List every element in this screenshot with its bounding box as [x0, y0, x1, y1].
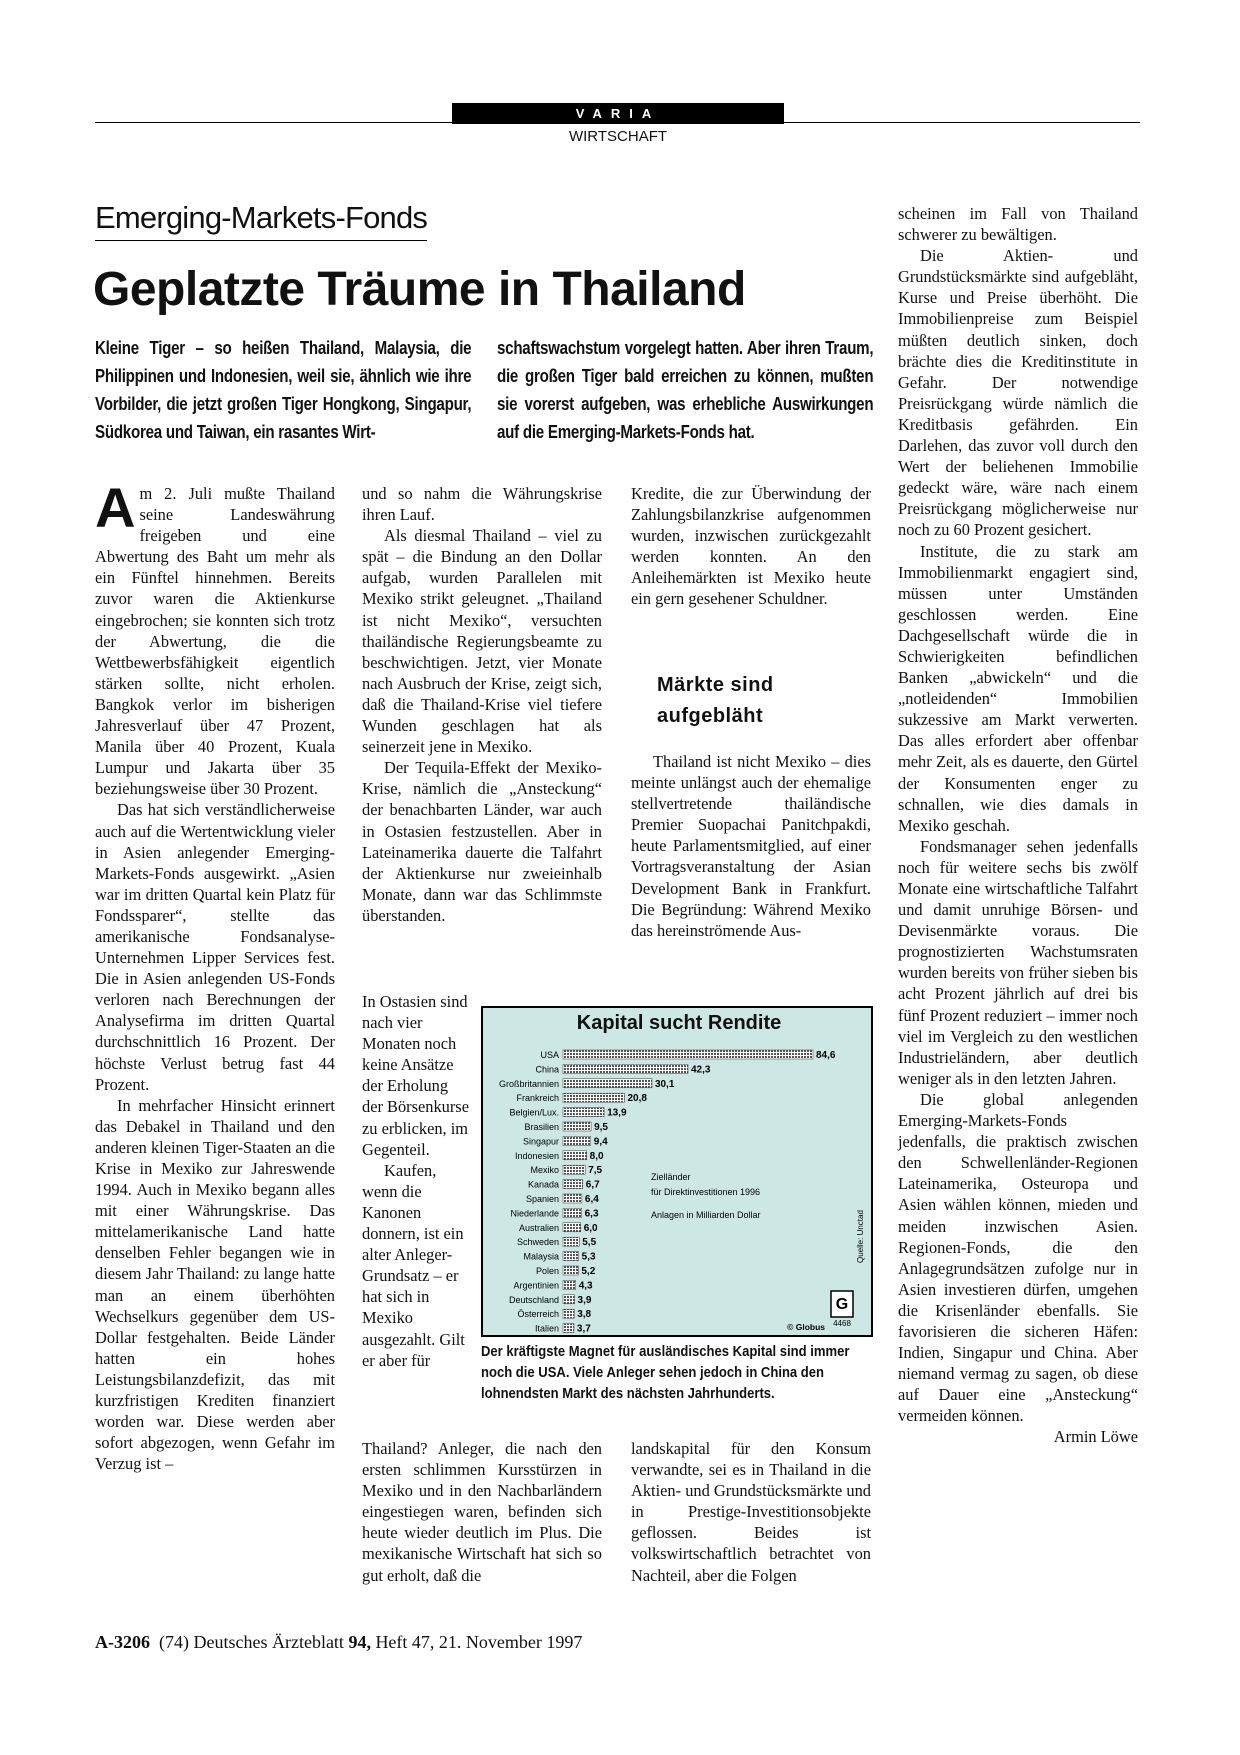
column-2-bottom: [362, 1438, 602, 1586]
kicker: Emerging-Markets-Fonds: [95, 200, 427, 241]
column-3-mid: [631, 751, 871, 941]
col4-paragraph: Die global anlegenden Emerging-Markets-Fonds jedenfalls, die praktisch zwischen den Schwellenländer-Regionen Lateinamerika, Osteuropa und Asien wählen können, mieden und meiden inzwischen Asien. Regionen-Fonds, die den Anlagegrundsätzen zufolge nur in Asien investieren dürfen, umgehen die Krisenländer ebenfalls. Sie favorisieren die sicheren Häfen: Indien, Singapur und China. Aber niemand vermag zu sagen, ob diese auf Dauer eine „Ansteckung“ vermeiden können.: [898, 1089, 1138, 1426]
chart-svg: [483, 1008, 871, 1335]
category-label: Deutschland: [508, 1294, 559, 1305]
bar: [563, 1136, 591, 1145]
col4-paragraph: Die Aktien- und Grundstücksmärkte sind aufgebläht, Kurse und Preise überhöht. Die Immobilienpreise zum Beispiel müßten deutlich sinken, doch brächte dies die Kreditinstitute in Gefahr. Der notwendige Preisrückgang würde nämlich die Kreditbasis gefährden. Ein Darlehen, das zuvor voll durch den Wert der beliehenen Immobilie gedeckt wäre, wäre nach einem Preisrückgang möglicherweise nur noch zu 60 Prozent gesichert.: [898, 246, 1138, 540]
value-label: 30,1: [654, 1078, 675, 1090]
value-label: 3,8: [577, 1309, 592, 1321]
bar: [563, 1324, 574, 1333]
column-2: [362, 483, 602, 926]
col4-paragraph: Fondsmanager sehen jedenfalls noch für weitere sechs bis zwölf Monate eine wirtschaftliche Talfahrt und damit unruhige Börsen- und Devisenmärkte voraus. Die prognostizierten Wachstumsraten wurden bereits von früher sieben bis acht Prozent jährlich auf drei bis fünf Prozent reduziert – immer noch viel im Vergleich zu den westlichen Industrieländern, aber deutlich weniger als in den letzten Jahren.: [898, 836, 1138, 1088]
category-label: Österreich: [517, 1309, 559, 1320]
col1-paragraph: Das hat sich verständlicherweise auch auf die Wertentwicklung vieler in Asien anlegender Emerging-Markets-Fonds ausgewirkt. „Asien war im dritten Quartal kein Platz für Fondssparer“, stellte das amerikanische Fondsanalyse-Unternehmen Lipper Services fest. Die in Asien anlegenden US-Fonds verloren nach Berechnungen der Analysefirma im dritten Quartal durchschnittlich 16 Prozent. Der höchste Verlust betrug fast 44 Prozent.: [95, 800, 335, 1094]
category-label: Italien: [534, 1323, 559, 1334]
value-label: 13,9: [607, 1107, 627, 1119]
value-label: 4,3: [578, 1280, 593, 1292]
varia-bar: VARIA: [452, 103, 784, 124]
lead-part-1: Kleine Tiger – so heißen Thailand, Malaysia, die Philippinen und Indonesien, weil sie, ähnlich wie ihre Vorbilder, die jetzt großen Tiger Hongkong, Singapur, Südkorea und Taiwan, ein rasantes Wirt-: [95, 338, 472, 442]
bar: [563, 1309, 574, 1318]
value-label: 5,3: [581, 1251, 596, 1263]
col2-paragraph: Der Tequila-Effekt der Mexiko-Krise, nämlich die „Ansteckung“ der benachbarten Länder, war auch in Ostasien festzustellen. Aber in Lateinamerika dauerte die Talfahrt der Aktienkurse nur zweieinhalb Monate, dann war das Schlimmste überstanden.: [362, 758, 602, 925]
bar: [563, 1093, 624, 1102]
subheading: Märkte sind aufgebläht: [657, 674, 774, 727]
value-label: 9,5: [594, 1122, 608, 1133]
bar: [563, 1252, 579, 1261]
col3-paragraph: landskapital für den Konsum verwandte, sei es in Thailand in die Aktien- und Grundstücksmärkte und in Prestige-Investitionsobjekte geflossen. Beides ist volkswirtschaftlich betrachtet von Nachteil, aber die Folgen: [631, 1439, 871, 1585]
column-3-bottom: [631, 1438, 871, 1586]
column-1: [95, 476, 335, 1474]
chart-credit: © Globus: [787, 1322, 825, 1332]
column-3: [631, 483, 871, 610]
category-label: Polen: [535, 1266, 559, 1276]
issue-date: Heft 47, 21. November 1997: [375, 1632, 583, 1652]
category-label: Niederlande: [510, 1208, 559, 1219]
category-label: Australien: [518, 1222, 559, 1233]
section-label: WIRTSCHAFT: [568, 128, 668, 145]
category-label: Argentinien: [513, 1280, 559, 1291]
chart-legend-text: für Direktinvestitionen 1996: [651, 1187, 761, 1197]
value-label: 3,9: [577, 1294, 592, 1306]
bar: [563, 1122, 591, 1131]
value-label: 5,5: [582, 1237, 597, 1249]
drop-cap: A: [95, 476, 136, 539]
bar: [563, 1108, 604, 1117]
category-label: Schweden: [516, 1237, 559, 1248]
category-label: Indonesien: [514, 1150, 559, 1161]
bar: [563, 1223, 581, 1232]
category-label: Singapur: [522, 1136, 559, 1147]
bar: [563, 1266, 578, 1275]
category-label: Malaysia: [523, 1251, 559, 1262]
col2-paragraph: In Ostasien sind nach vier Monaten noch keine Ansätze der Erholung der Börsenkurse zu erblicken, im Gegenteil.: [362, 992, 469, 1159]
value-label: 6,7: [585, 1179, 600, 1191]
value-label: 6,0: [583, 1222, 598, 1234]
chart-legend-text: Anlagen in Milliarden Dollar: [651, 1210, 761, 1220]
value-label: 42,3: [691, 1064, 711, 1076]
footer: [95, 1632, 582, 1653]
page-number: A-3206: [95, 1632, 150, 1652]
column-2-narrow: [362, 991, 470, 1371]
bar: [563, 1180, 583, 1189]
chart-code: 4468: [833, 1319, 851, 1328]
value-label: 7,5: [588, 1165, 603, 1177]
value-label: 5,2: [581, 1266, 596, 1277]
chart-legend-text: Zielländer: [651, 1172, 691, 1182]
col2-paragraph: Kaufen, wenn die Kanonen donnern, ist ein alter Anleger-Grundsatz – er hat sich in Mexiko ausgezahlt. Gilt er aber für: [362, 1160, 465, 1370]
lead-part-2: schaftswachstum vorgelegt hatten. Aber ihren Traum, die großen Tiger bald erreichen zu können, mußten sie vorerst aufgeben, was erhebliche Auswirkungen auf die Emerging-Markets-Fonds hat.: [497, 338, 874, 442]
value-label: 84,6: [816, 1050, 836, 1061]
bar: [563, 1194, 582, 1203]
bar: [563, 1151, 587, 1160]
bar: [563, 1079, 652, 1088]
bar: [563, 1165, 585, 1174]
category-label: Frankreich: [516, 1093, 559, 1104]
category-label: USA: [540, 1050, 559, 1060]
chart-source: Quelle: Unctad: [856, 1210, 865, 1263]
bar-chart: [481, 1006, 873, 1337]
bar: [563, 1050, 813, 1059]
column-4: [898, 203, 1138, 1448]
category-label: Belgien/Lux.: [509, 1107, 559, 1118]
col2-paragraph: Thailand? Anleger, die nach den ersten schlimmen Kursstürzen in Mexiko und in den Nachbarländern eingestiegen waren, befinden sich heute wieder deutlich im Plus. Die mexikanische Wirtschaft hat sich so gut erholt, daß die: [362, 1439, 602, 1585]
bar: [563, 1280, 576, 1289]
col3-paragraph: Kredite, die zur Überwindung der Zahlungsbilanzkrise aufgenommen wurden, inzwischen zurückgezahlt werden konnten. An den Anleihemärkten ist Mexiko heute ein gern gesehener Schuldner.: [631, 484, 871, 609]
col1-paragraph: In mehrfacher Hinsicht erinnert das Debakel in Thailand und den anderen kleinen Tiger-Staaten an die Krise in Mexiko zur Jahreswende 1994. Auch in Mexiko begann alles mit einer Währungskrise. Das mittelamerikanische Land hatte denselben Fehler begangen wie in diesem Jahr Thailand: zu lange hatte man an einem überhöhten Wechselkurs gegenüber dem US-Dollar festgehalten. Beide Länder hatten ein hohes Leistungsbilanzdefizit, das mit kurzfristigen Krediten finanziert worden war. Diese werden aber sofort abgezogen, wenn Gefahr im Verzug ist –: [95, 1095, 335, 1474]
value-label: 6,4: [584, 1194, 599, 1205]
col3-paragraph: Thailand ist nicht Mexiko – dies meinte unlängst auch der ehemalige stellvertretende thailändische Premier Suopachai Panitchpakdi, heute Parlamentsmitglied, auf einer Vortragsveranstaltung der Asian Development Bank in Frankfurt. Die Begründung: Während Mexiko das hereinströmende Aus-: [631, 752, 871, 940]
value-label: 20,8: [627, 1093, 647, 1105]
value-label: 8,0: [589, 1150, 604, 1162]
category-label: China: [535, 1064, 559, 1075]
bar: [563, 1208, 582, 1217]
bar: [563, 1064, 688, 1073]
col4-paragraph: scheinen im Fall von Thailand schwerer zu bewältigen.: [898, 204, 1138, 245]
category-label: Großbritannien: [498, 1078, 559, 1089]
value-label: 6,3: [584, 1208, 599, 1220]
volume: 94,: [348, 1632, 371, 1652]
value-label: 3,7: [576, 1323, 591, 1335]
value-label: 9,4: [593, 1136, 608, 1148]
col4-paragraph: Institute, die zu stark am Immobilienmarkt engagiert sind, müssen unter Umständen geschlossen werden. Eine Dachgesellschaft würde die in Schwierigkeiten befindlichen Banken „abwickeln“ und die „notleidenden“ Immobilien sukzessive am Markt verwerten. Das alles erfordert aber offenbar mehr Zeit, als es dauerte, den Gürtel der Konsumenten enger zu schnallen, wie dies damals in Mexiko geschah.: [898, 541, 1138, 835]
category-label: Mexiko: [530, 1165, 559, 1176]
category-label: Brasilien: [524, 1122, 559, 1132]
bar: [563, 1295, 575, 1304]
bar: [563, 1237, 579, 1246]
headline: Geplatzte Träume in Thailand: [93, 263, 746, 316]
journal-name: (74) Deutsches Ärzteblatt: [159, 1632, 344, 1652]
globus-logo-letter: G: [835, 1296, 849, 1313]
col2-paragraph: und so nahm die Währungskrise ihren Lauf.: [362, 484, 602, 525]
col2-paragraph: Als diesmal Thailand – viel zu spät – die Bindung an den Dollar aufgab, wurden Parallelen mit Mexiko strikt geleugnet. „Thailand ist nicht Mexiko“, versuchten thailändische Regierungsbeamte zu beschwichtigen. Jetzt, vier Monate nach Ausbruch der Krise, zeigt sich, daß die Thailand-Krise viel tiefere Wunden geschlagen hat als seinerzeit jene in Mexiko.: [362, 526, 602, 757]
chart-caption: Der kräftigste Magnet für ausländisches Kapital sind immer noch die USA. Viele Anleger sehen jedoch in China den lohnendsten Markt des nächsten Jahrhunderts.: [481, 1344, 850, 1402]
category-label: Spanien: [525, 1194, 559, 1204]
author: Armin Löwe: [1053, 1427, 1138, 1447]
chart-title: Kapital sucht Rendite: [576, 1012, 782, 1034]
col1-paragraph: m 2. Juli mußte Thailand seine Landeswährung freigeben und eine Abwertung des Baht um mehr als ein Fünftel hinnehmen. Bereits zuvor waren die Aktienkurse eingebrochen; sie konnten sich trotz der Abwertung, die die Wettbewerbsfähigkeit eigentlich stärken sollte, nicht erholen. Bangkok verlor im bisherigen Jahresverlauf über 47 Prozent, Manila über 40 Prozent, Kuala Lumpur und Jakarta über 35 beziehungsweise über 30 Prozent.: [95, 484, 335, 799]
category-label: Kanada: [527, 1179, 559, 1190]
